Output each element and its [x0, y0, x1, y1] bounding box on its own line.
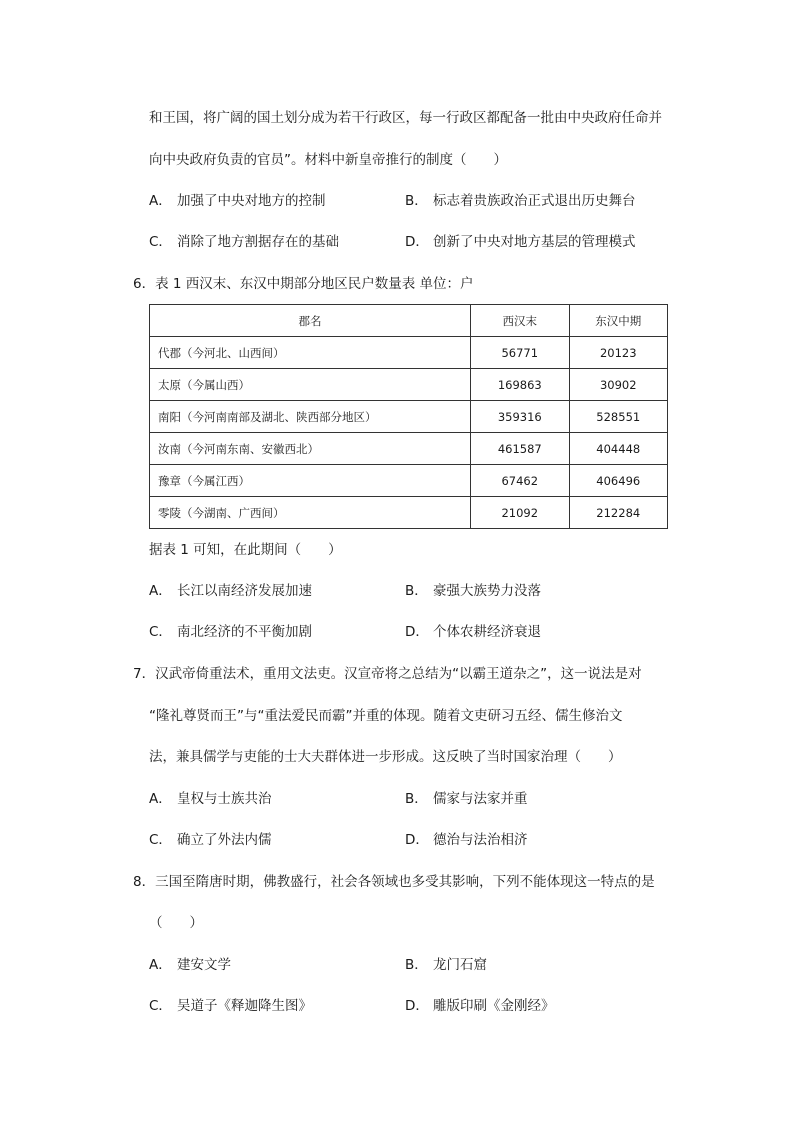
q5-option-c [149, 233, 339, 251]
q6-option-d [405, 623, 541, 641]
table-cell-region: 豫章（今属江西） [150, 465, 471, 497]
option-text: 南北经济的不平衡加剧 [177, 624, 312, 640]
table-cell-region: 零陵（今湖南、广西间） [150, 497, 471, 529]
table-cell-region: 汝南（今河南东南、安徽西北） [150, 433, 471, 465]
table-cell-value: 461587 [471, 433, 569, 465]
table-row [150, 401, 668, 433]
q7-text-line-1: 7．汉武帝倚重法术，重用文法吏。汉宣帝将之总结为“以霸王道杂之”，这一说法是对 [133, 666, 642, 682]
q7-option-a [149, 790, 272, 808]
q5-option-b [405, 192, 636, 210]
q6-option-a [149, 582, 312, 600]
q8-option-a [149, 956, 231, 974]
table-row [150, 337, 668, 369]
table-cell-region: 南阳（今河南南部及湖北、陕西部分地区） [150, 401, 471, 433]
option-letter: A． [149, 583, 172, 599]
table-row [150, 465, 668, 497]
q5-option-a [149, 192, 326, 210]
q6-question: 据表 1 可知，在此期间（ ） [149, 542, 342, 558]
table-header-cell: 西汉末 [471, 305, 569, 337]
option-letter: B． [405, 583, 428, 599]
table-cell-value: 406496 [569, 465, 667, 497]
table-cell-region: 代郡（今河北、山西间） [150, 337, 471, 369]
q7-option-d [405, 831, 528, 849]
q7-option-b [405, 790, 528, 808]
q6-option-b [405, 582, 541, 600]
option-text: 龙门石窟 [433, 957, 487, 973]
option-letter: B． [405, 193, 428, 209]
table-row [150, 497, 668, 529]
table-cell-value: 56771 [471, 337, 569, 369]
option-letter: B． [405, 791, 428, 807]
option-text: 长江以南经济发展加速 [177, 583, 312, 599]
option-text: 儒家与法家并重 [433, 791, 528, 807]
option-letter: D． [405, 832, 429, 848]
q8-option-d [405, 997, 555, 1015]
table-cell-value: 528551 [569, 401, 667, 433]
option-text: 消除了地方割据存在的基础 [177, 234, 339, 250]
option-text: 雕版印刷《金刚经》 [433, 998, 555, 1014]
table-row [150, 369, 668, 401]
option-text: 标志着贵族政治正式退出历史舞台 [433, 193, 636, 209]
q8-option-b [405, 956, 487, 974]
option-letter: A． [149, 193, 172, 209]
table-cell-value: 212284 [569, 497, 667, 529]
table-cell-value: 21092 [471, 497, 569, 529]
table-cell-value: 30902 [569, 369, 667, 401]
table-cell-value: 20123 [569, 337, 667, 369]
table-header-cell: 郡名 [150, 305, 471, 337]
q8-text-line-1: 8．三国至隋唐时期，佛教盛行，社会各领域也多受其影响，下列不能体现这一特点的是 [133, 874, 655, 890]
table-cell-value: 404448 [569, 433, 667, 465]
table-cell-value: 359316 [471, 401, 569, 433]
q5-option-d [405, 233, 636, 251]
q7-option-c [149, 831, 272, 849]
q6-stem: 6．表 1 西汉末、东汉中期部分地区民户数量表 单位：户 [133, 276, 474, 292]
option-text: 创新了中央对地方基层的管理模式 [433, 234, 636, 250]
q8-text-line-2: （ ） [149, 915, 203, 931]
table-cell-region: 太原（今属山西） [150, 369, 471, 401]
option-text: 确立了外法内儒 [177, 832, 272, 848]
table-header-row [150, 305, 668, 337]
table-row [150, 433, 668, 465]
q8-option-c [149, 997, 312, 1015]
option-letter: C． [149, 624, 172, 640]
table-cell-value: 169863 [471, 369, 569, 401]
q7-text-line-2: “隆礼尊贤而王”与“重法爱民而霸”并重的体现。随着文吏研习五经、儒生修治文 [149, 708, 623, 724]
option-letter: D． [405, 624, 429, 640]
population-table [149, 304, 668, 529]
option-letter: D． [405, 998, 429, 1014]
table-cell-value: 67462 [471, 465, 569, 497]
option-text: 加强了中央对地方的控制 [177, 193, 326, 209]
option-letter: A． [149, 957, 172, 973]
q6-option-c [149, 623, 312, 641]
option-text: 吴道子《释迦降生图》 [177, 998, 312, 1014]
option-text: 德治与法治相济 [433, 832, 528, 848]
option-text: 建安文学 [177, 957, 231, 973]
table-header-cell: 东汉中期 [569, 305, 667, 337]
option-text: 皇权与士族共治 [177, 791, 272, 807]
option-text: 个体农耕经济衰退 [433, 624, 541, 640]
option-letter: B． [405, 957, 428, 973]
q5-text-line-2: 向中央政府负责的官员”。材料中新皇帝推行的制度（ ） [149, 152, 507, 168]
q7-text-line-3: 法，兼具儒学与吏能的士大夫群体进一步形成。这反映了当时国家治理（ ） [149, 749, 622, 765]
option-letter: D． [405, 234, 429, 250]
q5-text-line-1: 和王国，将广阔的国土划分成为若干行政区，每一行政区都配备一批由中央政府任命并 [149, 110, 662, 126]
option-text: 豪强大族势力没落 [433, 583, 541, 599]
option-letter: C． [149, 234, 172, 250]
option-letter: A． [149, 791, 172, 807]
option-letter: C． [149, 998, 172, 1014]
option-letter: C． [149, 832, 172, 848]
